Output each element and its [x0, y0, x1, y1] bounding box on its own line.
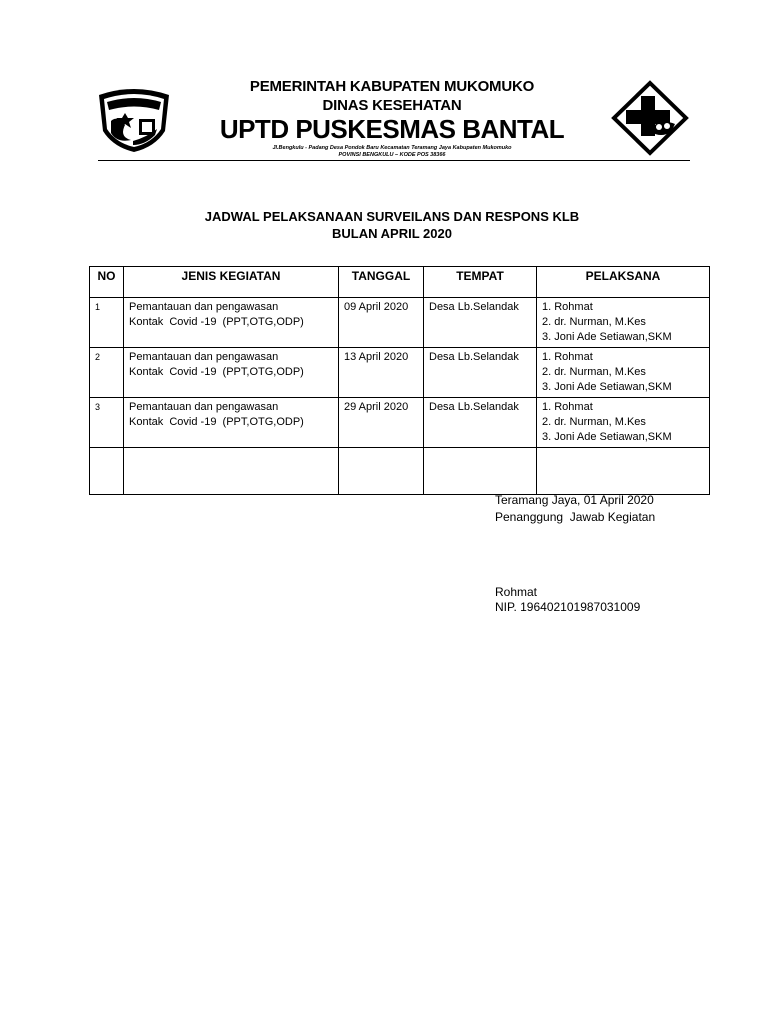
cell-tanggal: 29 April 2020: [339, 398, 424, 448]
cell-tanggal: 13 April 2020: [339, 348, 424, 398]
cell-tempat: Desa Lb.Selandak: [424, 398, 537, 448]
header-pelaksana: PELAKSANA: [537, 267, 710, 298]
cell-empty: [90, 448, 124, 495]
document-title: JADWAL PELAKSANAAN SURVEILANS DAN RESPONS KLB: [204, 209, 580, 224]
jenis-line: Kontak Covid -19 (PPT,OTG,ODP): [129, 366, 304, 378]
cell-tempat: Desa Lb.Selandak: [424, 348, 537, 398]
pelaksana-item: 1. Rohmat: [542, 301, 593, 313]
header-tanggal: TANGGAL: [339, 267, 424, 298]
header-institution: UPTD PUSKESMAS BANTAL: [219, 114, 565, 144]
pelaksana-item: 1. Rohmat: [542, 351, 593, 363]
pelaksana-item: 1. Rohmat: [542, 401, 593, 413]
header-jenis-kegiatan: JENIS KEGIATAN: [124, 267, 339, 298]
cell-no: 2: [90, 348, 124, 398]
cell-pelaksana: [537, 298, 710, 348]
pelaksana-item: 3. Joni Ade Setiawan,SKM: [542, 381, 672, 393]
pelaksana-item: 2. dr. Nurman, M.Kes: [542, 416, 646, 428]
header-department: DINAS KESEHATAN: [322, 97, 462, 114]
signature-name: Rohmat: [495, 585, 538, 599]
signature-nip: NIP. 196402101987031009: [495, 600, 641, 614]
table-row: [90, 348, 710, 398]
jenis-line: Pemantauan dan pengawasan: [129, 301, 279, 313]
cell-pelaksana: [537, 398, 710, 448]
pelaksana-item: 2. dr. Nurman, M.Kes: [542, 316, 646, 328]
cell-jenis: [124, 298, 339, 348]
pelaksana-item: 3. Joni Ade Setiawan,SKM: [542, 431, 672, 443]
cell-empty: [124, 448, 339, 495]
header-government: PEMERINTAH KABUPATEN MUKOMUKO: [249, 78, 535, 95]
jenis-line: Pemantauan dan pengawasan: [129, 351, 279, 363]
table-row-empty: [90, 448, 710, 495]
cell-no: 1: [90, 298, 124, 348]
cell-tempat: Desa Lb.Selandak: [424, 298, 537, 348]
cell-jenis: [124, 398, 339, 448]
cell-no: 3: [90, 398, 124, 448]
signature-role: Penanggung Jawab Kegiatan: [495, 510, 656, 524]
header-province-postcode: POVINSI BENGKULU – KODE POS 38366: [338, 152, 446, 158]
cell-empty: [424, 448, 537, 495]
header-divider: [98, 160, 690, 161]
table-header-row: [90, 267, 710, 298]
header-tempat: TEMPAT: [424, 267, 537, 298]
cell-jenis: [124, 348, 339, 398]
jenis-line: Pemantauan dan pengawasan: [129, 401, 279, 413]
schedule-table: [89, 266, 710, 495]
document-subtitle: BULAN APRIL 2020: [332, 226, 452, 241]
jenis-line: Kontak Covid -19 (PPT,OTG,ODP): [129, 416, 304, 428]
pelaksana-item: 3. Joni Ade Setiawan,SKM: [542, 331, 672, 343]
cell-pelaksana: [537, 348, 710, 398]
header-address: Jl.Bengkulu - Padang Desa Pondok Baru Kecamatan Teramang Jaya Kabupaten Mukomuko: [272, 145, 512, 151]
cell-empty: [537, 448, 710, 495]
header-no: NO: [90, 267, 124, 298]
table-row: [90, 398, 710, 448]
cell-empty: [339, 448, 424, 495]
cell-tanggal: 09 April 2020: [339, 298, 424, 348]
pelaksana-item: 2. dr. Nurman, M.Kes: [542, 366, 646, 378]
table-row: [90, 298, 710, 348]
signature-place-date: Teramang Jaya, 01 April 2020: [495, 493, 654, 507]
jenis-line: Kontak Covid -19 (PPT,OTG,ODP): [129, 316, 304, 328]
